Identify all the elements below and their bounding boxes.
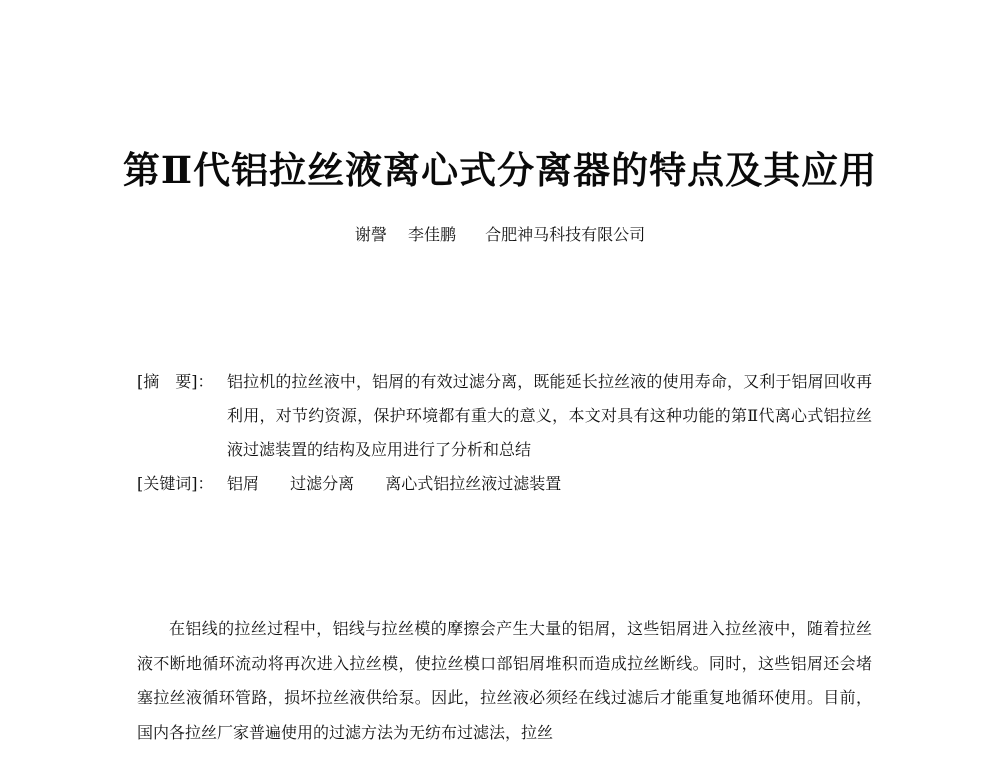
abstract-label: [摘 要]：	[137, 372, 214, 391]
author-line	[0, 222, 1000, 245]
keywords-row	[137, 467, 872, 501]
keyword: 过滤分离	[290, 474, 355, 493]
author-name: 李佳鹏	[407, 225, 456, 244]
body-paragraph: 在铝线的拉丝过程中，铝线与拉丝模的摩擦会产生大量的铝屑，这些铝屑进入拉丝液中，随着拉丝液不断地循环流动将再次进入拉丝模，使拉丝模口部铝屑堆积而造成拉丝断线。同时，这些铝屑还会堵塞拉丝液循环管路，损坏拉丝液供给泵。因此，拉丝液必须经在线过滤后才能重复地循环使用。目前，国内各拉丝厂家普遍使用的过滤方法为无纺布过滤法，拉丝	[137, 619, 872, 742]
abstract-text: 铝拉机的拉丝液中，铝屑的有效过滤分离，既能延长拉丝液的使用寿命，又利于铝屑回收再利用，对节约资源，保护环境都有重大的意义，本文对具有这种功能的第Ⅱ代离心式铝拉丝液过滤装置的结构及应用进行了分析和总结	[227, 372, 872, 459]
paper-title: 第Ⅱ代铝拉丝液离心式分离器的特点及其应用	[122, 148, 878, 192]
author-name: 谢謦	[354, 225, 387, 244]
keywords-list	[227, 467, 587, 501]
keyword: 离心式铝拉丝液过滤装置	[385, 474, 562, 493]
abstract-section	[137, 365, 872, 501]
keywords-label: [关键词]：	[137, 474, 214, 493]
keyword: 铝屑	[227, 474, 260, 493]
author-affiliation: 合肥神马科技有限公司	[485, 225, 646, 244]
abstract-row	[137, 365, 872, 467]
